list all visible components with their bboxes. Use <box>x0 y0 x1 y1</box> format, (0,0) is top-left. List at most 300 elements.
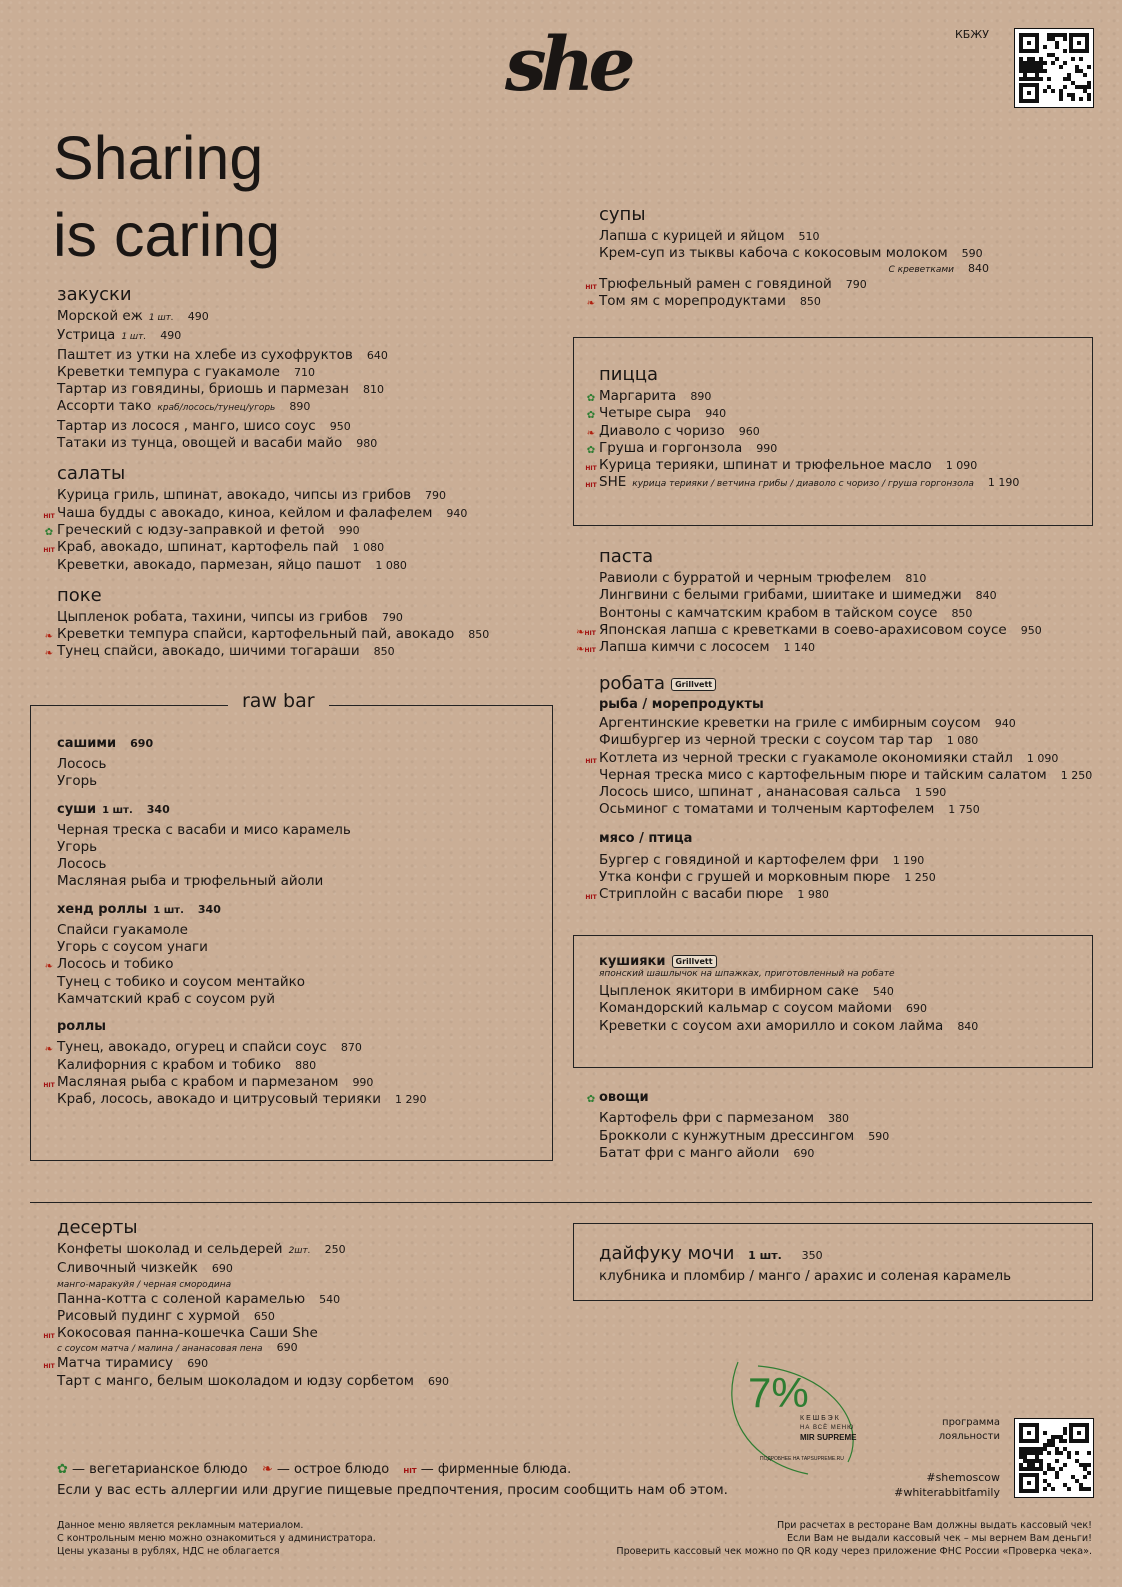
qr-finder <box>1019 33 1039 53</box>
logo: she <box>505 22 630 108</box>
promo-fine: ПОДРОБНЕЕ НА TAPSUPREME.RU <box>760 1456 844 1462</box>
item-name: Стриплойн с васаби пюре <box>599 886 784 903</box>
footer-left <box>57 1519 376 1558</box>
dish-marker <box>584 425 598 442</box>
menu-item[interactable] <box>57 327 537 346</box>
qr-module <box>1023 1459 1027 1463</box>
desserts-section <box>43 1217 557 1390</box>
leaf-icon: ✿ <box>586 444 596 456</box>
item-name: Котлета из черной трески с гуакамоле окономияки стайл <box>599 749 1013 766</box>
qr-module <box>1071 1475 1075 1479</box>
qr-module <box>1075 1451 1079 1455</box>
qr-module <box>1043 45 1047 49</box>
menu-item[interactable] <box>576 621 1099 639</box>
item-name: Устрица <box>57 327 116 344</box>
menu-item[interactable] <box>576 639 1099 656</box>
menu-item[interactable] <box>44 956 537 973</box>
menu-item[interactable] <box>57 922 537 939</box>
item-name: Угорь <box>57 773 98 790</box>
item-name: Тунец, авокадо, огурец и спайси соус <box>57 1039 327 1056</box>
qr-module <box>1043 61 1047 65</box>
item-price: 990 <box>756 441 778 455</box>
item-name: Диаволо с чоризо <box>599 422 725 439</box>
item-price: 590 <box>961 247 983 261</box>
item-name: Лапша кимчи с лососем <box>599 639 770 656</box>
daifuku-price: 350 <box>801 1249 823 1262</box>
item-price: 890 <box>690 390 712 403</box>
menu-item[interactable] <box>43 539 537 556</box>
dish-marker <box>584 459 598 477</box>
item-name: Паштет из утки на хлебе из сухофруктов <box>57 346 353 363</box>
qr-module <box>1047 77 1051 81</box>
menu-item[interactable] <box>599 245 1099 262</box>
menu-item[interactable] <box>599 605 1099 622</box>
qr-module <box>1031 1467 1035 1471</box>
qr-module <box>1051 89 1055 93</box>
group-title <box>57 736 537 751</box>
pasta-section <box>576 546 1099 656</box>
dish-marker <box>42 541 56 559</box>
hit-icon: HIT <box>585 757 597 765</box>
qr-module <box>1087 65 1091 69</box>
menu-item[interactable] <box>57 856 537 873</box>
dish-marker <box>584 752 598 770</box>
menu-item[interactable] <box>57 1241 557 1260</box>
item-name: Лосось шисо, шпинат , ананасовая сальса <box>599 784 901 801</box>
item-name: Четыре сыра <box>599 405 692 422</box>
item-name: Курица терияки, шпинат и трюфельное масло <box>599 457 932 474</box>
promo-percent: 7% <box>748 1369 809 1416</box>
headline-line-2: is caring <box>53 200 281 269</box>
menu-item[interactable] <box>599 852 1099 869</box>
item-price: 1 980 <box>797 888 829 902</box>
qr-module <box>1055 41 1059 45</box>
menu-item[interactable] <box>57 308 537 327</box>
item-name: Масляная рыба и трюфельный айоли <box>57 873 324 890</box>
group-title <box>57 902 537 917</box>
qr-module <box>1039 69 1043 73</box>
item-name: Равиоли с бурратой и черным трюфелем <box>599 570 892 586</box>
qr-module <box>1047 53 1051 57</box>
item-name: Лапша с курицей и яйцом <box>599 228 785 244</box>
menu-item[interactable] <box>44 1039 537 1056</box>
dish-marker <box>584 888 598 906</box>
chili-icon: ❧ <box>44 1044 54 1056</box>
item-name: Курица гриль, шпинат, авокадо, чипсы из грибов <box>57 487 412 504</box>
qr-code-kbju[interactable] <box>1014 28 1094 108</box>
item-name: Креветки темпура спайси, картофельный пай, авокадо <box>57 626 455 643</box>
daifuku-title: дайфуку мочи <box>599 1243 735 1264</box>
menu-item[interactable] <box>43 1355 557 1372</box>
item-price: 790 <box>845 277 867 291</box>
item-name: Брокколи с кунжутным дрессингом <box>599 1127 855 1144</box>
raw-bar-group <box>57 736 537 791</box>
item-price: 1 750 <box>948 803 980 817</box>
item-name: Рисовый пудинг с хурмой <box>57 1307 240 1324</box>
legend-spicy: — острое блюдо <box>276 1462 390 1477</box>
item-price: 690 <box>427 1374 449 1388</box>
robata-meat-title: мясо / птица <box>599 830 693 846</box>
item-name: Конфеты шоколад и сельдерей <box>57 1241 283 1257</box>
menu-item[interactable] <box>57 557 537 574</box>
item-price: 490 <box>187 310 209 323</box>
menu-item[interactable] <box>44 626 537 643</box>
item-price: 850 <box>799 294 821 308</box>
item-price: 810 <box>905 572 927 585</box>
menu-item[interactable] <box>599 1128 1099 1145</box>
group-name: роллы <box>57 1019 107 1035</box>
item-name: Командорский кальмар с соусом майоми <box>599 1000 893 1017</box>
item-note: 2шт. <box>288 1246 311 1256</box>
leaf-icon: ✿ <box>44 526 54 538</box>
dish-marker <box>584 442 598 459</box>
qr-module <box>1067 1455 1071 1459</box>
qr-module <box>1063 61 1067 65</box>
kushiyaki-subtitle: японский шашлычок на шпажках, приготовленный на робате <box>599 969 895 979</box>
item-price: 690 <box>906 1002 928 1016</box>
menu-item[interactable] <box>57 974 537 991</box>
item-name: Том ям с морепродуктами <box>599 292 786 309</box>
menu-item[interactable] <box>57 364 537 381</box>
legend <box>57 1462 571 1477</box>
menu-item[interactable] <box>43 1325 557 1342</box>
menu-item[interactable] <box>57 939 537 956</box>
menu-item[interactable] <box>43 504 537 522</box>
item-price: 540 <box>872 985 894 998</box>
item-price: 790 <box>425 489 447 503</box>
qr-module <box>1083 1475 1087 1479</box>
qr-module <box>1051 33 1055 37</box>
section-title <box>599 673 1099 694</box>
item-name: Краб, авокадо, шпинат, картофель пай <box>57 539 339 556</box>
hit-icon: HIT <box>584 647 596 655</box>
qr-module <box>1063 49 1067 53</box>
allergy-note: Если у вас есть аллергии или другие пищевые предпочтения, просим сообщить нам об этом. <box>57 1482 728 1498</box>
qr-module <box>1079 57 1083 61</box>
leaf-icon: ✿ <box>57 1462 68 1477</box>
group-note: 1 шт. <box>153 904 184 916</box>
qr-module <box>1063 33 1067 37</box>
menu-item[interactable] <box>57 487 537 504</box>
qr-module <box>1031 1451 1035 1455</box>
qr-module <box>1059 65 1063 69</box>
dish-marker <box>42 1357 56 1375</box>
item-name: Краб, лосось, авокадо и цитрусовый терияки <box>57 1091 382 1108</box>
item-price: 590 <box>868 1129 890 1143</box>
menu-item[interactable] <box>57 839 537 856</box>
qr-finder <box>1019 1423 1039 1443</box>
qr-module <box>1079 97 1083 101</box>
chili-icon: ❧ <box>576 626 585 638</box>
menu-item[interactable] <box>599 228 1099 245</box>
group-price: 340 <box>197 902 221 916</box>
kushiyaki-section <box>599 954 1089 1035</box>
menu-item[interactable] <box>57 435 537 452</box>
item-price: 850 <box>468 628 490 642</box>
dish-marker <box>584 390 598 407</box>
item-name: Осьминог с томатами и толченым картофелем <box>599 801 935 818</box>
hit-icon: HIT <box>403 1467 417 1475</box>
qr-finder <box>1069 1423 1089 1443</box>
dish-marker <box>584 476 598 494</box>
item-price: 950 <box>329 419 351 433</box>
menu-item[interactable] <box>43 1073 537 1091</box>
item-price: 1 590 <box>914 786 947 800</box>
item-price: 490 <box>160 329 182 343</box>
qr-module <box>1051 1467 1055 1471</box>
leaf-icon: ✿ <box>586 410 596 422</box>
group-name: сашими <box>57 736 117 751</box>
menu-item[interactable] <box>57 1091 537 1108</box>
item-name: Креветки темпура с гуакамоле <box>57 363 280 380</box>
menu-item[interactable] <box>57 347 537 364</box>
menu-item[interactable] <box>57 1057 537 1074</box>
section-title: салаты <box>57 463 126 485</box>
item-name: Утка конфи с грушей и морковным пюре <box>599 869 891 886</box>
menu-item[interactable] <box>599 869 1099 886</box>
item-price: 1 080 <box>375 558 407 572</box>
menu-item[interactable] <box>586 405 1089 422</box>
item-price: 640 <box>366 348 388 362</box>
raw-bar-group <box>43 1019 537 1108</box>
item-name: Тарт с манго, белым шоколадом и юдзу сорбетом <box>57 1372 414 1389</box>
menu-item[interactable] <box>585 474 1089 493</box>
qr-module <box>1055 45 1059 49</box>
hit-icon: HIT <box>584 629 596 637</box>
item-name: Тунец с тобико и соусом ментайко <box>57 973 306 990</box>
menu-item[interactable] <box>599 1018 1089 1035</box>
item-price: 1 290 <box>395 1093 427 1107</box>
menu-item[interactable] <box>57 1291 557 1308</box>
item-note: краб/лосось/тунец/угорь <box>157 403 276 414</box>
daifuku-desc: клубника и пломбир / манго / арахис и соленая карамель <box>599 1268 1012 1284</box>
menu-item[interactable] <box>57 1308 557 1325</box>
item-name: Цыпленок робата, тахини, чипсы из грибов <box>57 608 368 625</box>
daifuku-note: 1 шт. <box>748 1249 782 1262</box>
menu-item[interactable] <box>599 715 1099 732</box>
item-name: Спайси гуакамоле <box>57 921 188 938</box>
item-name: Лосось <box>57 756 107 772</box>
item-sub-text: манго-маракуйя / черная смородина <box>57 1279 232 1290</box>
item-name: Тартар из говядины, бриошь и пармезан <box>57 381 349 398</box>
menu-item[interactable] <box>586 439 1089 457</box>
qr-module <box>1055 1475 1059 1479</box>
item-name: Чаша будды с авокадо, киноа, кейлом и фалафелем <box>57 504 433 521</box>
item-name: Крем-суп из тыквы кабоча с кокосовым молоком <box>599 245 948 262</box>
item-price: 890 <box>289 400 311 414</box>
menu-item[interactable] <box>585 457 1089 474</box>
section-title <box>599 954 1089 969</box>
item-name: Морской еж <box>57 308 143 324</box>
qr-module <box>1087 1463 1091 1467</box>
item-price: 540 <box>319 1292 341 1306</box>
menu-item[interactable] <box>586 422 1089 440</box>
cashback-promo <box>718 1352 868 1482</box>
item-name: Матча тирамису <box>57 1355 174 1372</box>
promo-line1: КЕШБЭК <box>800 1415 841 1422</box>
menu-item[interactable] <box>57 1373 557 1390</box>
qr-module <box>1071 97 1075 101</box>
menu-item[interactable] <box>599 1000 1089 1017</box>
headline-line-1: Sharing <box>53 124 264 192</box>
group-price: 340 <box>146 802 170 816</box>
item-price: 1 250 <box>904 871 936 885</box>
qr-module <box>1083 1467 1087 1471</box>
item-price: 1 090 <box>945 459 978 473</box>
hashtag-1[interactable]: #shemoscow <box>926 1471 1000 1484</box>
item-price: 690 <box>793 1146 815 1160</box>
item-name: Черная треска мисо с картофельным пюре и тайским салатом <box>599 766 1047 783</box>
qr-module <box>1039 1467 1043 1471</box>
qr-module <box>1087 85 1091 89</box>
menu-item[interactable] <box>57 418 537 435</box>
menu-item[interactable] <box>599 1110 1099 1127</box>
item-name: Угорь с соусом унаги <box>57 939 208 956</box>
menu-item[interactable] <box>599 801 1099 818</box>
qr-module <box>1059 1451 1063 1455</box>
menu-item[interactable] <box>586 292 1099 310</box>
item-price: 650 <box>253 1309 275 1323</box>
item-price: 1 080 <box>352 541 385 555</box>
section-title: десерты <box>57 1217 138 1238</box>
qr-module <box>1055 57 1059 61</box>
item-name: Тартар из лосося , манго, шисо соус <box>57 417 316 434</box>
qr-module <box>1063 1427 1067 1431</box>
item-price: 960 <box>738 424 760 438</box>
section-title: супы <box>599 204 646 225</box>
menu-item[interactable] <box>585 749 1099 767</box>
qr-module <box>1059 1467 1063 1471</box>
item-note: курица терияки / ветчина грибы / диаволо с чоризо / груша горгонзола <box>632 479 974 490</box>
menu-item[interactable] <box>599 983 1089 1000</box>
item-price: 1 190 <box>892 853 925 867</box>
item-price: 690 <box>276 1341 298 1355</box>
menu-item[interactable] <box>586 388 1089 405</box>
item-name: SHE <box>599 474 627 491</box>
qr-module <box>1063 85 1067 89</box>
qr-module <box>1083 85 1087 89</box>
item-price: 250 <box>324 1243 346 1256</box>
section <box>43 463 537 573</box>
qr-module <box>1019 69 1023 73</box>
veggies-title: овощи <box>599 1090 649 1105</box>
menu-item[interactable] <box>57 398 537 417</box>
item-price: 840 <box>975 589 997 603</box>
footer-left-1: Данное меню является рекламным материалом. <box>57 1520 304 1531</box>
qr-module <box>1063 1439 1067 1443</box>
item-name: Греческий с юдзу-заправкой и фетой <box>57 521 325 538</box>
grillvett-logo: Grillvett <box>671 678 716 691</box>
section-title: пицца <box>599 364 659 385</box>
item-name: Черная треска с васаби и мисо карамель <box>57 821 351 838</box>
qr-module <box>1087 93 1091 97</box>
raw-bar-title: raw bar <box>228 690 329 712</box>
qr-module <box>1035 77 1039 81</box>
item-price: 1 080 <box>946 734 979 748</box>
footer-left-2: С контрольным меню можно ознакомиться у администратора. <box>57 1533 376 1544</box>
menu-item[interactable] <box>57 381 537 398</box>
raw-bar-group <box>44 901 537 1008</box>
dish-marker <box>42 958 56 975</box>
menu-item[interactable] <box>57 773 537 790</box>
footer-right-1: При расчетах в ресторане Вам должны выдать кассовый чек! <box>777 1520 1092 1531</box>
leaf-icon: ✿ <box>586 1094 596 1105</box>
menu-item[interactable] <box>57 991 537 1008</box>
item-name: Тунец спайси, авокадо, шичими тогараши <box>57 643 360 660</box>
menu-item[interactable] <box>599 587 1099 604</box>
dish-marker <box>42 1041 56 1058</box>
menu-item[interactable] <box>585 275 1099 293</box>
item-price: 1 250 <box>1060 768 1093 782</box>
menu-item[interactable] <box>57 609 537 626</box>
qr-module <box>1047 1451 1051 1455</box>
item-price: 850 <box>373 645 395 659</box>
promo-line2: НА ВСЁ МЕНЮ <box>800 1425 855 1431</box>
menu-item[interactable] <box>599 732 1099 749</box>
dish-marker <box>584 407 598 424</box>
qr-module <box>1087 81 1091 85</box>
qr-module <box>1051 61 1055 65</box>
item-name: Картофель фри с пармезаном <box>599 1110 815 1127</box>
item-price: 380 <box>828 1112 850 1126</box>
dish-marker <box>42 1076 56 1094</box>
leaf-icon: ✿ <box>586 393 596 404</box>
qr-module <box>1087 1451 1091 1455</box>
menu-item[interactable] <box>57 873 537 890</box>
qr-module <box>1039 1451 1043 1455</box>
menu-item[interactable] <box>585 886 1099 903</box>
chili-icon: ❧ <box>44 631 54 643</box>
qr-finder <box>1069 33 1089 53</box>
hashtag-2[interactable]: #whiterabbitfamily <box>894 1486 1000 1499</box>
item-price: 990 <box>352 1075 374 1089</box>
item-price: 870 <box>340 1041 362 1055</box>
menu-item[interactable] <box>599 767 1099 784</box>
dish-marker <box>42 1327 56 1345</box>
footer-right-2: Если Вам не выдали кассовый чек – мы вернем Вам деньги! <box>786 1533 1092 1544</box>
menu-item[interactable] <box>599 1145 1099 1162</box>
menu-item[interactable] <box>57 822 537 839</box>
item-price: 940 <box>705 407 727 421</box>
menu-item[interactable] <box>44 643 537 660</box>
menu-item[interactable] <box>599 784 1099 801</box>
daifuku-section <box>599 1243 1011 1285</box>
kbju-label: КБЖУ <box>955 28 989 41</box>
chili-icon: ❧ <box>586 427 596 439</box>
menu-item[interactable] <box>57 1260 557 1277</box>
qr-module <box>1063 1463 1067 1467</box>
menu-item[interactable] <box>44 521 537 539</box>
divider <box>30 1202 1092 1203</box>
footer-left-3: Цены указаны в рублях, НДС не облагается <box>57 1546 280 1557</box>
item-sub <box>57 1342 557 1355</box>
qr-module <box>1063 77 1067 81</box>
section-title: паста <box>599 546 654 567</box>
raw-bar-group <box>57 802 537 891</box>
item-name: Калифорния с крабом и тобико <box>57 1056 282 1073</box>
qr-module <box>1019 1455 1023 1459</box>
item-name: Панна-котта с соленой карамелью <box>57 1290 306 1307</box>
qr-module <box>1055 1459 1059 1463</box>
item-price: 510 <box>798 230 820 243</box>
qr-module <box>1087 97 1091 101</box>
item-name: Татаки из тунца, овощей и васаби майо <box>57 435 343 452</box>
item-price: 940 <box>446 506 468 520</box>
menu-item[interactable] <box>599 570 1099 587</box>
menu-item[interactable] <box>57 756 537 773</box>
item-sub-text: с соусом матча / малина / ананасовая пена <box>57 1344 263 1355</box>
item-price: 1 090 <box>1026 751 1059 765</box>
